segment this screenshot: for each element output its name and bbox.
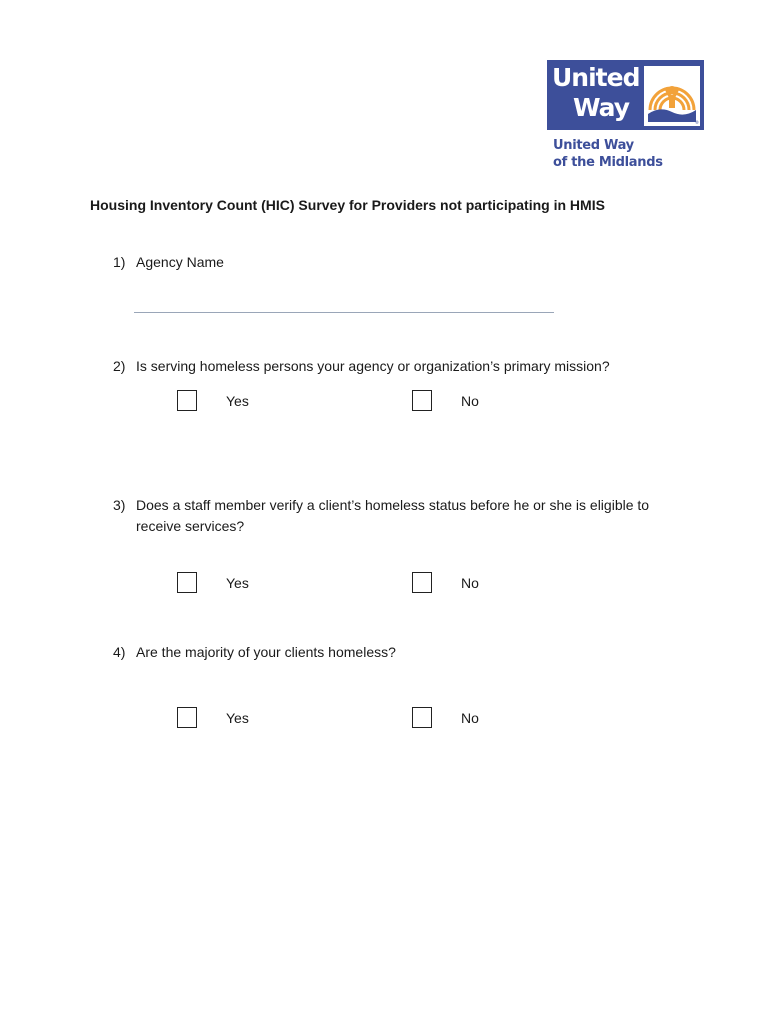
q4-yes-option[interactable] — [177, 707, 249, 728]
agency-name-field[interactable] — [134, 312, 554, 313]
option-label: No — [461, 392, 479, 409]
logo-subtitle-line1: United Way — [553, 138, 634, 153]
option-label: Yes — [226, 709, 249, 726]
logo-word-united: United — [552, 63, 640, 92]
q2-no-option[interactable] — [412, 390, 479, 411]
form-title: Housing Inventory Count (HIC) Survey for Providers not participating in HMIS — [90, 197, 605, 213]
question-number: 2) — [113, 358, 126, 374]
q3-no-option[interactable] — [412, 572, 479, 593]
question-text: Agency Name — [136, 254, 224, 270]
q3-no-checkbox[interactable] — [412, 572, 432, 593]
question-text: Are the majority of your clients homeless? — [136, 644, 396, 660]
question-text: Is serving homeless persons your agency or organization’s primary mission? — [136, 358, 610, 374]
q4-no-checkbox[interactable] — [412, 707, 432, 728]
q3-yes-option[interactable] — [177, 572, 249, 593]
option-label: No — [461, 709, 479, 726]
option-label: Yes — [226, 574, 249, 591]
hand-rainbow-icon — [644, 66, 700, 126]
q2-yes-option[interactable] — [177, 390, 249, 411]
q4-no-option[interactable] — [412, 707, 479, 728]
logo-subtitle-line2: of the Midlands — [553, 155, 663, 170]
logo-badge — [547, 60, 704, 130]
logo-subtitle — [547, 137, 707, 171]
q4-yes-checkbox[interactable] — [177, 707, 197, 728]
q2-yes-checkbox[interactable] — [177, 390, 197, 411]
logo-word-way: Way — [573, 93, 630, 122]
option-label: Yes — [226, 392, 249, 409]
question-number: 1) — [113, 254, 126, 270]
united-way-logo — [547, 60, 707, 171]
question-text: Does a staff member verify a client’s homeless status before he or she is eligible to receive services? — [136, 497, 650, 534]
q3-yes-checkbox[interactable] — [177, 572, 197, 593]
svg-text:®: ® — [695, 120, 699, 125]
question-number: 4) — [113, 644, 126, 660]
question-1 — [113, 252, 656, 273]
option-label: No — [461, 574, 479, 591]
question-3 — [113, 495, 656, 537]
question-2 — [113, 356, 656, 377]
q2-no-checkbox[interactable] — [412, 390, 432, 411]
question-4 — [113, 642, 656, 663]
question-number: 3) — [113, 497, 126, 513]
